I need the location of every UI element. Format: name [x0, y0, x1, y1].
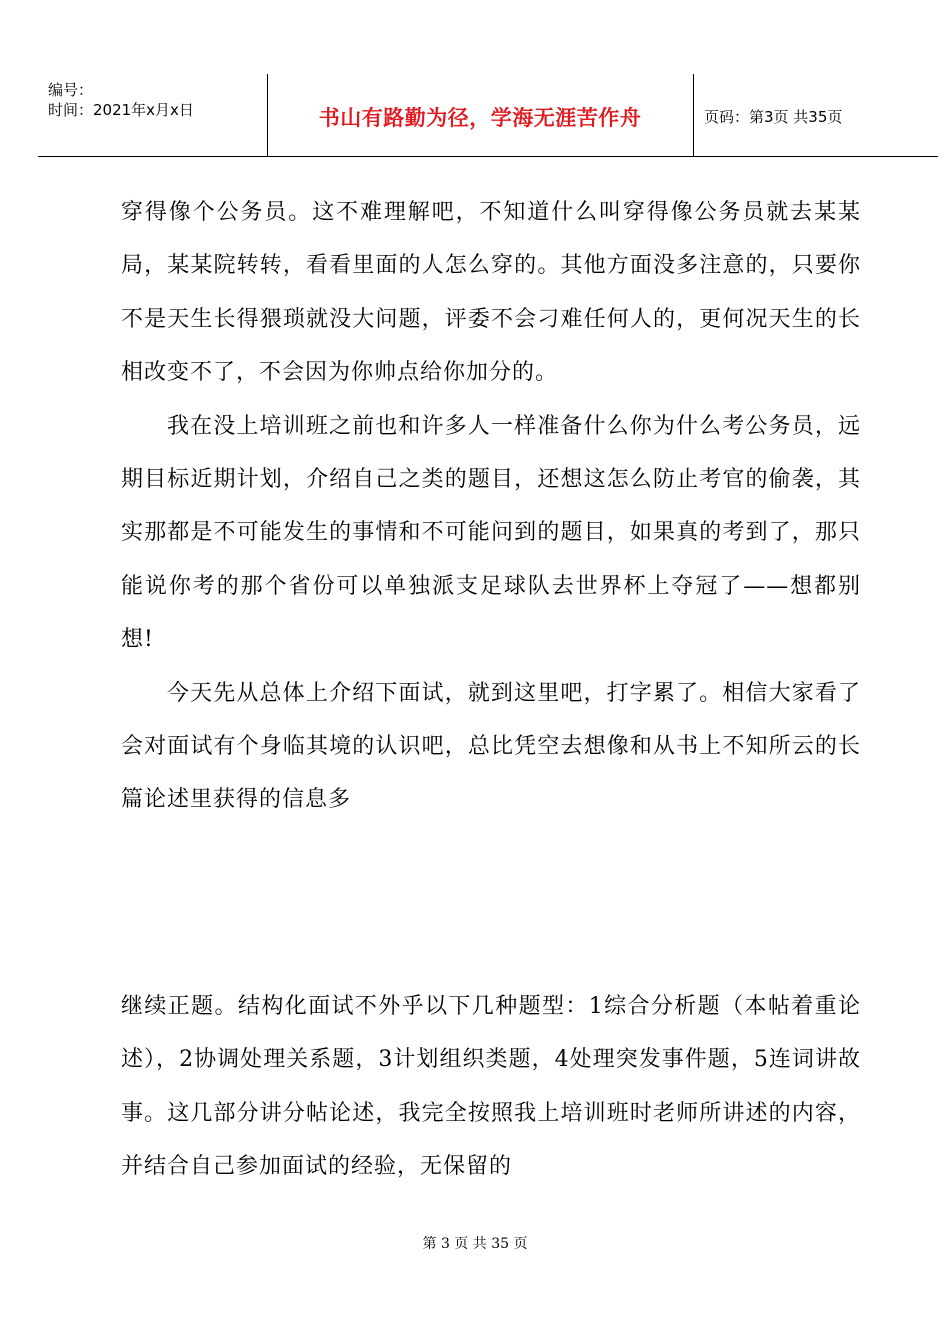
code-label: 编号：: [48, 81, 94, 99]
date-label: 时间：2021年x月x日: [48, 101, 194, 119]
paragraph-4: 继续正题。结构化面试不外乎以下几种题型：1综合分析题（本帖着重论述），2协调处理关系题，3计划组织类题，4处理突发事件题，5连词讲故事。这几部分讲分帖论述，我完全按照我上培训班时老师所讲述的内容，并结合自己参加面试的经验，无保留的: [121, 994, 861, 1180]
page-footer: 第 3 页 共 35 页: [422, 1236, 528, 1252]
body-block-1: [121, 186, 861, 827]
paragraph-3: 今天先从总体上介绍下面试，就到这里吧，打字累了。相信大家看了会对面试有个身临其境的认识吧，总比凭空去想像和从书上不知所云的长篇论述里获得的信息多: [121, 680, 861, 813]
header-motto: 书山有路勤为径，学海无涯苦作舟: [318, 106, 642, 130]
paragraph-1: 穿得像个公务员。这不难理解吧，不知道什么叫穿得像公务员就去某某局，某某院转转，看看里面的人怎么穿的。其他方面没多注意的，只要你不是天生长得猥琐就没大问题，评委不会刁难任何人的，更何况天生的长相改变不了，不会因为你帅点给你加分的。: [121, 200, 861, 386]
header-divider-right: [693, 74, 694, 156]
header-meta: [48, 80, 194, 120]
paragraph-2: 我在没上培训班之前也和许多人一样准备什么你为什么考公务员，远期目标近期计划，介绍自己之类的题目，还想这怎么防止考官的偷袭，其实那都是不可能发生的事情和不可能问到的题目，如果真的考到了，那只能说你考的那个省份可以单独派支足球队去世界杯上夺冠了——想都别想!: [121, 413, 861, 653]
body-block-2: [121, 980, 861, 1194]
header-page-info: 页码：第3页 共35页: [704, 108, 843, 126]
page-header: [38, 74, 938, 157]
